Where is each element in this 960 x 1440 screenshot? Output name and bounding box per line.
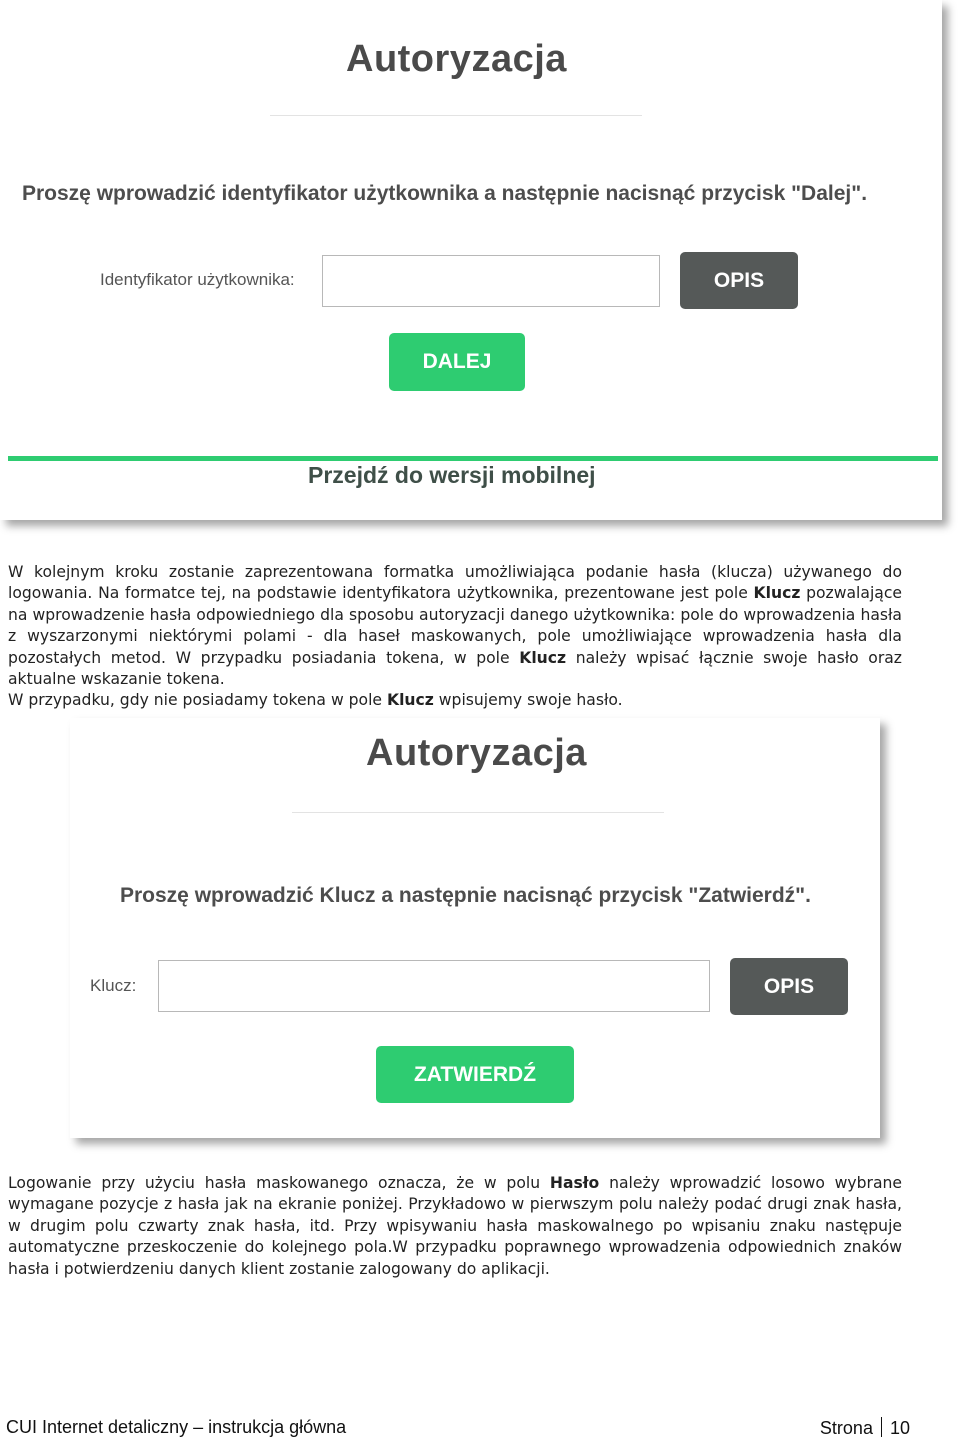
instruction-text: Proszę wprowadzić Klucz a następnie nacisnąć przycisk "Zatwierdź". — [120, 884, 811, 907]
mobile-version-link[interactable]: Przejdź do wersji mobilnej — [308, 462, 596, 488]
page-number: 10 — [889, 1418, 910, 1438]
opis-button[interactable]: OPIS — [680, 252, 798, 309]
title-divider — [292, 812, 664, 813]
paragraph-masked-password: Logowanie przy użyciu hasła maskowanego oznacza, że w polu Hasło należy wprowadzić losowo wybrane wymagane pozycje z hasła jak na ekranie poniżej. Przykładowo w pierwszym polu należy podać drugi znak hasła, w drugim polu czwarty znak hasła, itd. Przy wpisywaniu hasła maskowalnego po wpisaniu znaku następuje automatyczne przeskoczenie do kolejnego pola.W przypadku poprawnego wprowadzenia odpowiednich znaków hasła i potwierdzeniu danych klient zostanie zalogowany do aplikacji. — [8, 1174, 903, 1278]
identifier-input[interactable] — [322, 255, 660, 307]
opis-button[interactable]: OPIS — [730, 958, 848, 1015]
dalej-button[interactable]: DALEJ — [389, 333, 525, 391]
instruction-text: Proszę wprowadzić identyfikator użytkownika a następnie nacisnąć przycisk "Dalej". — [22, 182, 868, 205]
login-screenshot-identifier — [0, 0, 942, 520]
green-separator — [8, 456, 938, 461]
footer-doc-title: CUI Internet detaliczny – instrukcja główna — [6, 1417, 347, 1437]
footer-page-number — [820, 1417, 910, 1439]
auth-title: Autoryzacja — [346, 38, 567, 80]
login-screenshot-key — [70, 718, 880, 1138]
page-label: Strona — [819, 1418, 873, 1438]
identifier-label: Identyfikator użytkownika: — [100, 270, 295, 289]
page-separator — [881, 1417, 882, 1437]
zatwierdz-button[interactable]: ZATWIERDŹ — [376, 1046, 574, 1103]
key-label: Klucz: — [90, 976, 137, 995]
auth-title: Autoryzacja — [366, 732, 587, 774]
key-input[interactable] — [158, 960, 710, 1012]
paragraph-key-field: W kolejnym kroku zostanie zaprezentowana formatka umożliwiająca podanie hasła (klucza) używanego do logowania. Na formatce tej, na podstawie identyfikatora użytkownika, prezentowane jest pole Klucz pozwalające na wprowadzenie hasła odpowiedniego dla sposobu autoryzacji danego użytkownika: pole do wprowadzenia hasła z wyszarzonymi niektórymi polami - dla haseł maskowanych, pole umożliwiające wprowadzenia hasła dla pozostałych metod. W przypadku posiadania tokena, w pole Klucz należy wpisać łącznie swoje hasło oraz aktualne wskazanie tokena. W przypadku, gdy nie posiadamy tokena w pole Klucz wpisujemy swoje hasło. — [8, 563, 902, 710]
title-divider — [270, 115, 642, 116]
